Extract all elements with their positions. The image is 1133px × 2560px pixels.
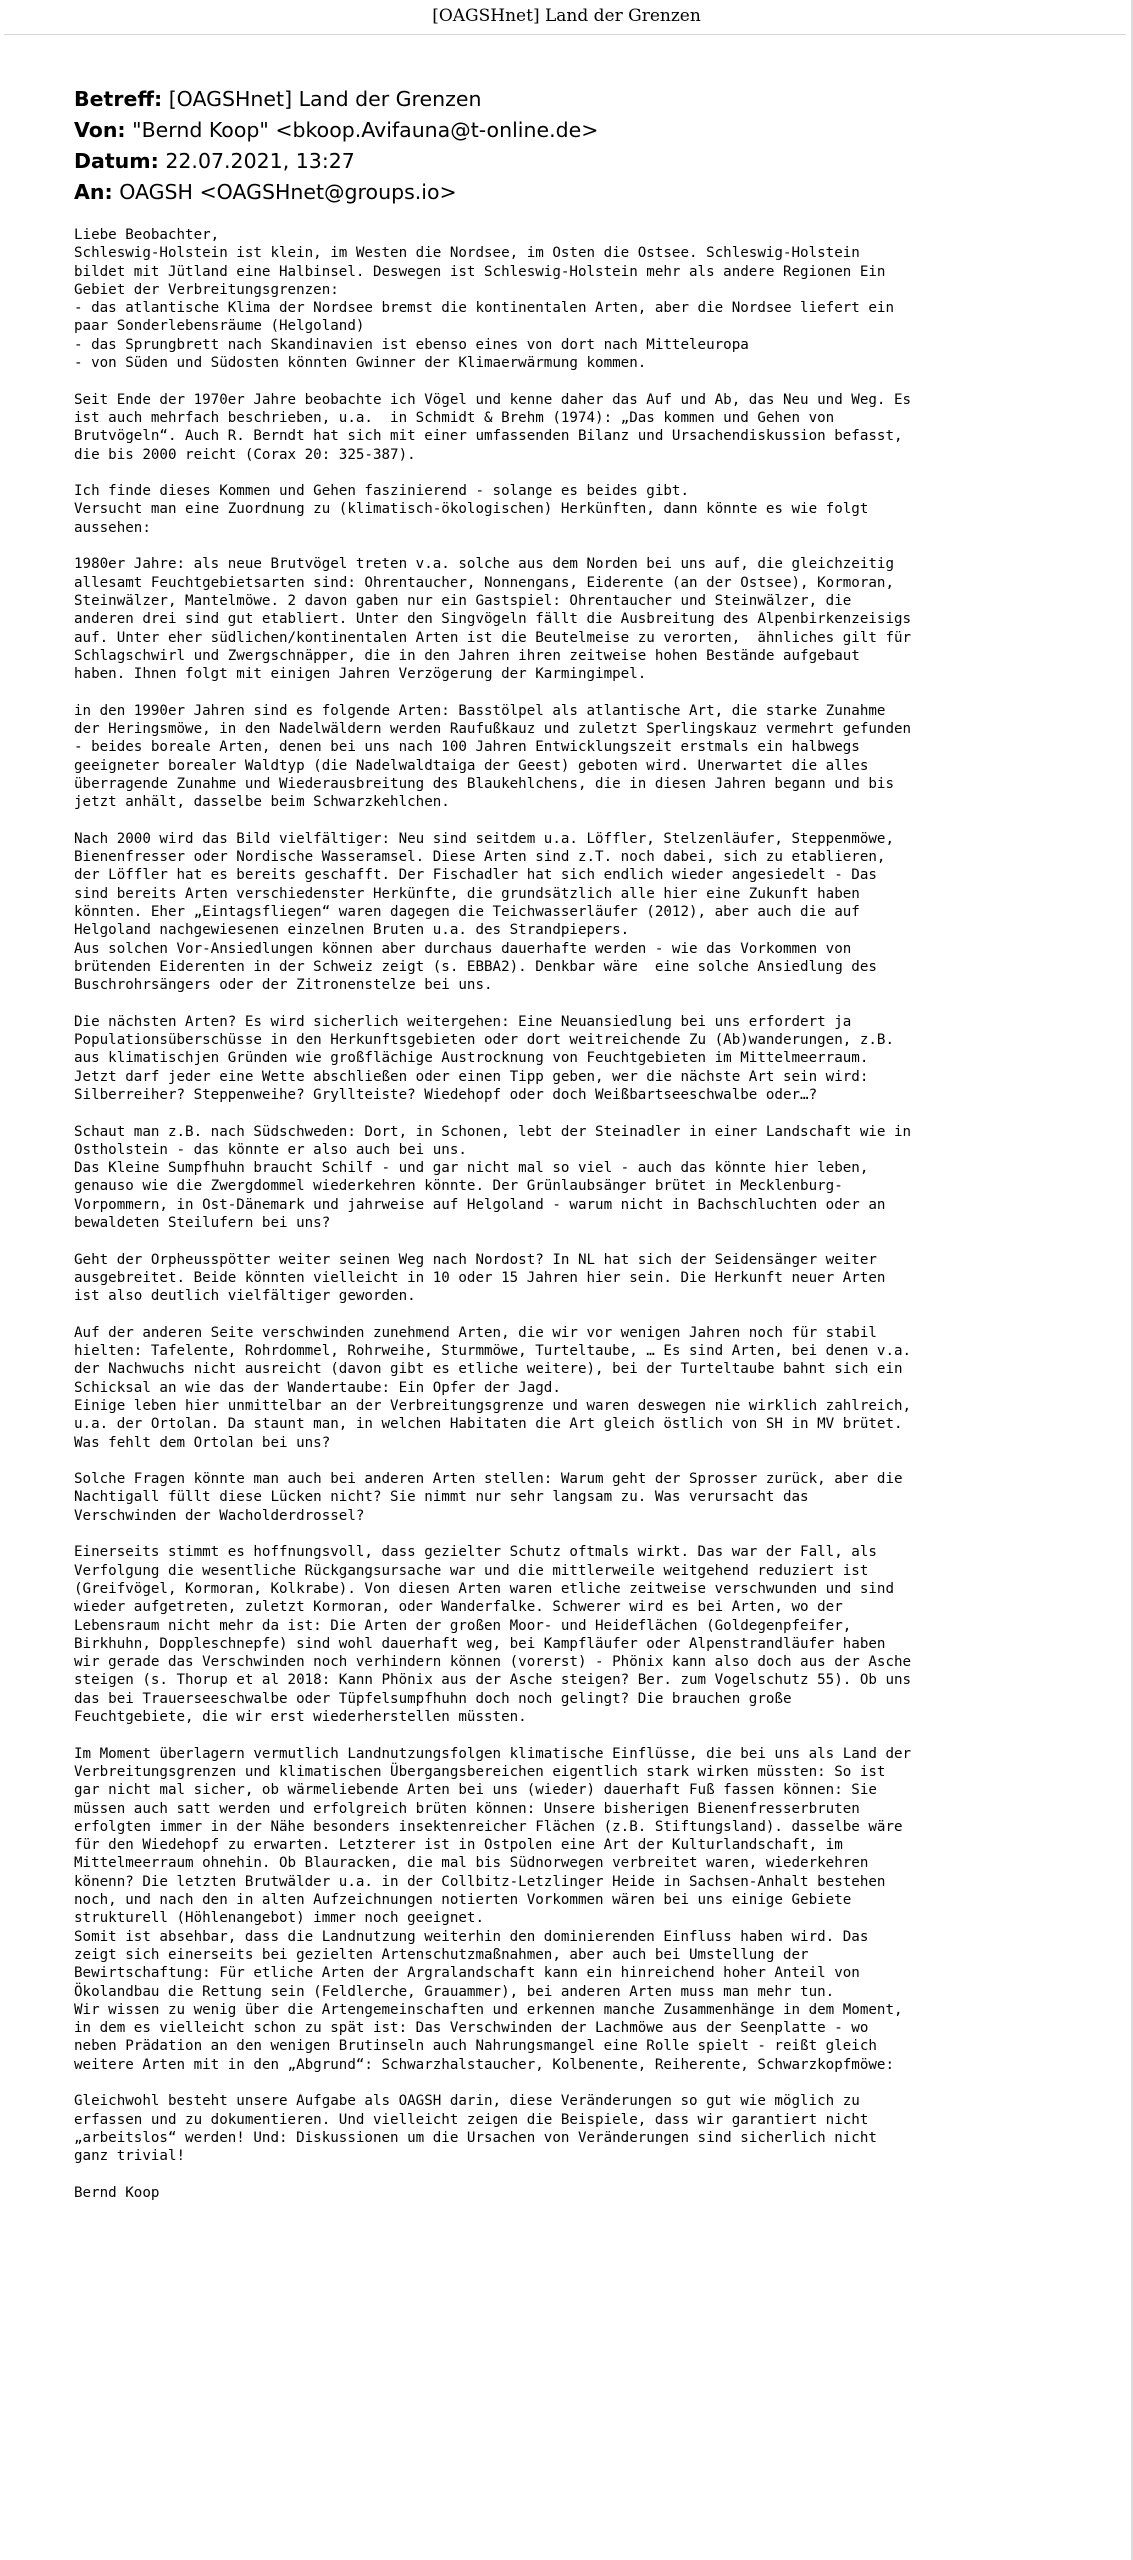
from-label: Von: <box>74 118 126 142</box>
to-value: OAGSH <OAGSHnet@groups.io> <box>119 180 457 204</box>
from-row <box>74 115 1114 146</box>
window-title: [OAGSHnet] Land der Grenzen <box>432 6 701 26</box>
from-value: "Bernd Koop" <bkoop.Avifauna@t-online.de> <box>132 118 599 142</box>
message-body: Liebe Beobachter, Schleswig-Holstein ist klein, im Westen die Nordsee, im Osten die Ostsee. Schleswig-Holstein bildet mit Jütland eine Halbinsel. Deswegen ist Schleswig-Holstein mehr als andere Regionen Ein Gebiet der Verbreitungsgrenzen: - das atlantische Klima der Nordsee bremst die kontinentalen Arten, aber die Nordsee liefert ein paar Sonderlebensräume (Helgoland) - das Sprungbrett nach Skandinavien ist ebenso eines von dort nach Mitteleuropa - von Süden und Südosten könnten Gwinner der Klimaerwärmung kommen. Seit Ende der 1970er Jahre beobachte ich Vögel und kenne daher das Auf und Ab, das Neu und Weg. Es ist auch mehrfach beschrieben, u.a. in Schmidt & Brehm (1974): „Das kommen und Gehen von Brutvögeln“. Auch R. Berndt hat sich mit einer umfassenden Bilanz und Ursachendiskussion befasst, die bis 2000 reicht (Corax 20: 325-387). Ich finde dieses Kommen und Gehen faszinierend - solange es beides gibt. Versucht man eine Zuordnung zu (klimatisch-ökologischen) Herkünften, dann könnte es wie folgt aussehen: 1980er Jahre: als neue Brutvögel treten v.a. solche aus dem Norden bei uns auf, die gleichzeitig allesamt Feuchtgebietsarten sind: Ohrentaucher, Nonnengans, Eiderente (an der Ostsee), Kormoran, Steinwälzer, Mantelmöwe. 2 davon gaben nur ein Gastspiel: Ohrentaucher und Steinwälzer, die anderen drei sind gut etabliert. Unter den Singvögeln fällt die Ausbreitung des Alpenbirkenzeisigs auf. Unter eher südlichen/kontinentalen Arten ist die Beutelmeise zu verorten, ähnliches gilt für Schlagschwirl und Zwergschnäpper, die in den Jahren ihren zeitweise hohen Bestände aufgebaut haben. Ihnen folgt mit einigen Jahren Verzögerung der Karmingimpel. in den 1990er Jahren sind es folgende Arten: Basstölpel als atlantische Art, die starke Zunahme der Heringsmöwe, in den Nadelwäldern werden Raufußkauz und zuletzt Sperlingskauz vermehrt gefunden - beides boreale Arten, denen bei uns nach 100 Jahren Entwicklungszeit erstmals ein halbwegs geeigneter borealer Waldtyp (die Nadelwaldtaiga der Geest) geboten wird. Unerwartet die alles überragende Zunahme und Wiederausbreitung des Blaukehlchens, die in diesen Jahren begann und bis jetzt anhält, dasselbe beim Schwarzkehlchen. Nach 2000 wird das Bild vielfältiger: Neu sind seitdem u.a. Löffler, Stelzenläufer, Steppenmöwe, Bienenfresser oder Nordische Wasseramsel. Diese Arten sind z.T. noch dabei, sich zu etablieren, der Löffler hat es bereits geschafft. Der Fischadler hat sich endlich wieder angesiedelt - Das sind bereits Arten verschiedenster Herkünfte, die grundsätzlich alle hier eine Zukunft haben könnten. Eher „Eintagsfliegen“ waren dagegen die Teichwasserläufer (2012), aber auch die auf Helgoland nachgewiesenen einzelnen Bruten u.a. des Strandpiepers. Aus solchen Vor-Ansiedlungen können aber durchaus dauerhafte werden - wie das Vorkommen von brütenden Eiderenten in der Schweiz zeigt (s. EBBA2). Denkbar wäre eine solche Ansiedlung des Buschrohrsängers oder der Zitronenstelze bei uns. Die nächsten Arten? Es wird sicherlich weitergehen: Eine Neuansiedlung bei uns erfordert ja Populationsüberschüsse in den Herkunftsgebieten oder dort weitreichende Zu (Ab)wanderungen, z.B. aus klimatischjen Gründen wie großflächige Austrocknung von Feuchtgebieten im Mittelmeerraum. Jetzt darf jeder eine Wette abschließen oder einen Tipp geben, wer die nächste Art sein wird: Silberreiher? Steppenweihe? Gryllteiste? Wiedehopf oder doch Weißbartseeschwalbe oder…? Schaut man z.B. nach Südschweden: Dort, in Schonen, lebt der Steinadler in einer Landschaft wie in Ostholstein - das könnte er also auch bei uns. Das Kleine Sumpfhuhn braucht Schilf - und gar nicht mal so viel - auch das könnte hier leben, genauso wie die Zwergdommel wiederkehren könnte. Der Grünlaubsänger brütet in Mecklenburg- Vorpommern, in Ost-Dänemark und jahrweise auf Helgoland - warum nicht in Bachschluchten oder an bewaldeten Steilufern bei uns? Geht der Orpheusspötter weiter seinen Weg nach Nordost? In NL hat sich der Seidensänger weiter ausgebreitet. Beide könnten vielleicht in 10 oder 15 Jahren hier sein. Die Herkunft neuer Arten ist also deutlich vielfältiger geworden. Auf der anderen Seite verschwinden zunehmend Arten, die wir vor wenigen Jahren noch für stabil hielten: Tafelente, Rohrdommel, Rohrweihe, Sturmmöwe, Turteltaube, … Es sind Arten, bei denen v.a. der Nachwuchs nicht ausreicht (davon gibt es etliche weitere), bei der Turteltaube bahnt sich ein Schicksal an wie das der Wandertaube: Ein Opfer der Jagd. Einige leben hier unmittelbar an der Verbreitungsgrenze und waren deswegen nie wirklich zahlreich, u.a. der Ortolan. Da staunt man, in welchen Habitaten die Art gleich östlich von SH in MV brütet. Was fehlt dem Ortolan bei uns? Solche Fragen könnte man auch bei anderen Arten stellen: Warum geht der Sprosser zurück, aber die Nachtigall füllt diese Lücken nicht? Sie nimmt nur sehr langsam zu. Was verursacht das Verschwinden der Wacholderdrossel? Einerseits stimmt es hoffnungsvoll, dass gezielter Schutz oftmals wirkt. Das war der Fall, als Verfolgung die wesentliche Rückgangsursache war und die mittlerweile weitgehend reduziert ist (Greifvögel, Kormoran, Kolkrabe). Von diesen Arten waren etliche zeitweise verschwunden und sind wieder aufgetreten, zuletzt Kormoran, oder Wanderfalke. Schwerer wird es bei Arten, wo der Lebensraum nicht mehr da ist: Die Arten der großen Moor- und Heideflächen (Goldegenpfeifer, Birkhuhn, Doppleschnepfe) sind wohl dauerhaft weg, bei Kampfläufer oder Alpenstrandläufer haben wir gerade das Verschwinden noch verhindern können (vorerst) - Phönix kann also doch aus der Asche steigen (s. Thorup et al 2018: Kann Phönix aus der Asche steigen? Ber. zum Vogelschutz 55). Ob uns das bei Trauerseeschwalbe oder Tüpfelsumpfhuhn doch noch gelingt? Die brauchen große Feuchtgebiete, die wir erst wiederherstellen müssten. Im Moment überlagern vermutlich Landnutzungsfolgen klimatische Einflüsse, die bei uns als Land der Verbreitungsgrenzen und klimatischen Übergangsbereichen eigentlich stark wirken müssten: So ist gar nicht mal sicher, ob wärmeliebende Arten bei uns (wieder) dauerhaft Fuß fassen können: Sie müssen auch satt werden und erfolgreich brüten können: Unsere bisherigen Bienenfresserbruten erfolgten immer in der Nähe besonders insektenreicher Flächen (z.B. Stiftungsland). dasselbe wäre für den Wiedehopf zu erwarten. Letzterer ist in Ostpolen eine Art der Kulturlandschaft, im Mittelmeerraum ohnehin. Ob Blauracken, die mal bis Südnorwegen verbreitet waren, wiederkehren könenn? Die letzten Brutwälder u.a. in der Collbitz-Letzlinger Heide in Sachsen-Anhalt bestehen noch, und nach den in alten Aufzeichnungen notierten Vorkommen wären bei uns einige Gebiete strukturell (Höhlenangebot) immer noch geeignet. Somit ist absehbar, dass die Landnutzung weiterhin den dominierenden Einfluss haben wird. Das zeigt sich einerseits bei gezielten Artenschutzmaßnahmen, aber auch bei Umstellung der Bewirtschaftung: Für etliche Arten der Argralandschaft kann ein hinreichend hoher Anteil von Ökolandbau die Rettung sein (Feldlerche, Grauammer), bei anderen Arten muss man mehr tun. Wir wissen zu wenig über die Artengemeinschaften und erkennen manche Zusammenhänge in dem Moment, in dem es vielleicht schon zu spät ist: Das Verschwinden der Lachmöwe aus der Seenplatte - wo neben Prädation an den wenigen Brutinseln auch Nahrungsmangel eine Rolle spielt - reißt gleich weitere Arten mit in den „Abgrund“: Schwarzhalstaucher, Kolbenente, Reiherente, Schwarzkopfmöwe: Gleichwohl besteht unsere Aufgabe als OAGSH darin, diese Veränderungen so gut wie möglich zu erfassen und zu dokumentieren. Und vielleicht zeigen die Beispiele, dass wir garantiert nicht „arbeitslos“ werden! Und: Diskussionen um die Ursachen von Veränderungen sind sicherlich nicht ganz trivial! Bernd Koop <box>74 227 912 2201</box>
subject-row <box>74 84 1114 115</box>
title-divider <box>4 34 1126 35</box>
to-label: An: <box>74 180 113 204</box>
date-label: Datum: <box>74 149 159 173</box>
date-value: 22.07.2021, 13:27 <box>165 149 355 173</box>
date-row <box>74 146 1114 177</box>
to-row <box>74 177 1114 208</box>
subject-value: [OAGSHnet] Land der Grenzen <box>168 87 482 111</box>
message-headers <box>74 84 1114 208</box>
subject-label: Betreff: <box>74 87 163 111</box>
